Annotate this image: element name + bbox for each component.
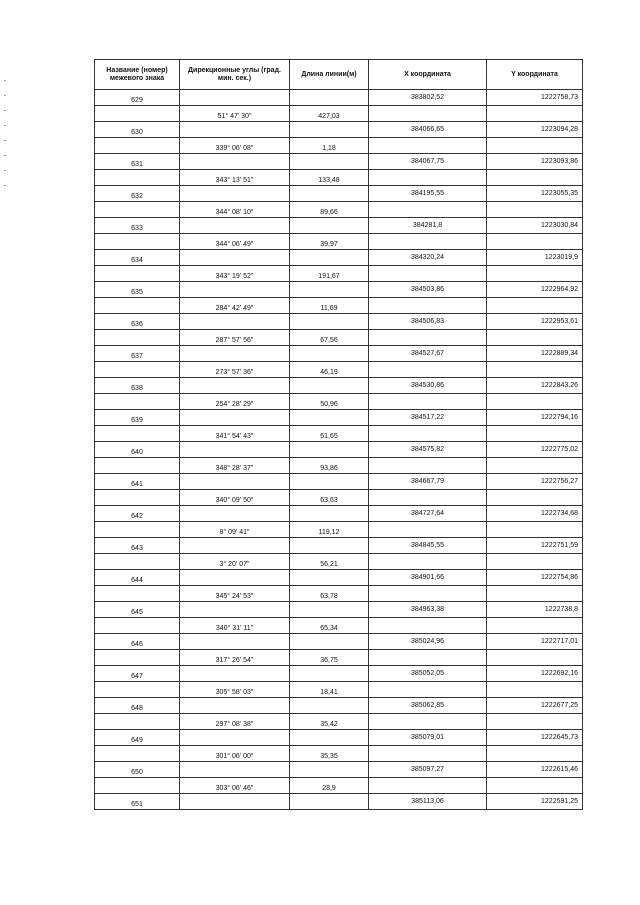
y-coordinate: 1222738,8 — [487, 602, 583, 618]
empty-cell — [290, 186, 369, 202]
point-row — [95, 378, 583, 394]
line-length: 191,67 — [290, 266, 369, 282]
point-name: 650 — [95, 762, 180, 778]
point-name: 637 — [95, 346, 180, 362]
direction-angle: 273° 57' 36" — [180, 362, 290, 378]
point-name: 643 — [95, 538, 180, 554]
x-coordinate: 384727,64 — [369, 506, 487, 522]
point-row — [95, 634, 583, 650]
empty-cell — [180, 250, 290, 266]
point-row — [95, 570, 583, 586]
line-length: 427,03 — [290, 106, 369, 122]
empty-cell — [180, 90, 290, 106]
empty-cell — [369, 778, 487, 794]
line-length: 35,42 — [290, 714, 369, 730]
empty-cell — [180, 218, 290, 234]
empty-cell — [369, 234, 487, 250]
x-coordinate: 385113,06 — [369, 794, 487, 810]
empty-cell — [180, 122, 290, 138]
segment-row — [95, 106, 583, 122]
empty-cell — [95, 650, 180, 666]
segment-row — [95, 234, 583, 250]
empty-cell — [290, 570, 369, 586]
binding-marks — [4, 80, 8, 240]
point-row — [95, 538, 583, 554]
y-coordinate: 1222953,61 — [487, 314, 583, 330]
segment-row — [95, 714, 583, 730]
empty-cell — [290, 730, 369, 746]
empty-cell — [180, 378, 290, 394]
empty-cell — [369, 554, 487, 570]
segment-row — [95, 426, 583, 442]
empty-cell — [95, 106, 180, 122]
line-length: 50,96 — [290, 394, 369, 410]
empty-cell — [180, 666, 290, 682]
x-coordinate: 385062,85 — [369, 698, 487, 714]
x-coordinate: 384517,22 — [369, 410, 487, 426]
point-name: 640 — [95, 442, 180, 458]
empty-cell — [369, 458, 487, 474]
header-length: Длина линии(м) — [290, 60, 369, 90]
empty-cell — [369, 202, 487, 218]
line-length: 61,65 — [290, 426, 369, 442]
line-length: 36,75 — [290, 650, 369, 666]
empty-cell — [180, 410, 290, 426]
line-length: 65,34 — [290, 618, 369, 634]
empty-cell — [95, 298, 180, 314]
y-coordinate: 1222615,46 — [487, 762, 583, 778]
empty-cell — [290, 634, 369, 650]
x-coordinate: 384530,86 — [369, 378, 487, 394]
segment-row — [95, 330, 583, 346]
empty-cell — [487, 170, 583, 186]
point-row — [95, 474, 583, 490]
point-row — [95, 442, 583, 458]
y-coordinate: 1222717,01 — [487, 634, 583, 650]
empty-cell — [487, 746, 583, 762]
empty-cell — [487, 234, 583, 250]
y-coordinate: 1222758,73 — [487, 90, 583, 106]
point-name: 649 — [95, 730, 180, 746]
point-name: 645 — [95, 602, 180, 618]
direction-angle: 8° 09' 41" — [180, 522, 290, 538]
direction-angle: 343° 19' 52" — [180, 266, 290, 282]
direction-angle: 297° 08' 38" — [180, 714, 290, 730]
empty-cell — [290, 538, 369, 554]
y-coordinate: 1223030,84 — [487, 218, 583, 234]
segment-row — [95, 682, 583, 698]
empty-cell — [290, 666, 369, 682]
header-name: Название (номер) межевого знака — [95, 60, 180, 90]
point-row — [95, 90, 583, 106]
empty-cell — [95, 394, 180, 410]
empty-cell — [290, 378, 369, 394]
empty-cell — [369, 138, 487, 154]
point-name: 651 — [95, 794, 180, 810]
y-coordinate: 1223093,86 — [487, 154, 583, 170]
empty-cell — [369, 106, 487, 122]
empty-cell — [95, 362, 180, 378]
empty-cell — [95, 458, 180, 474]
empty-cell — [180, 154, 290, 170]
point-row — [95, 186, 583, 202]
empty-cell — [95, 490, 180, 506]
segment-row — [95, 298, 583, 314]
empty-cell — [369, 714, 487, 730]
point-name: 629 — [95, 90, 180, 106]
direction-angle: 344° 06' 49" — [180, 234, 290, 250]
table-header-row — [95, 60, 583, 90]
x-coordinate: 384575,82 — [369, 442, 487, 458]
segment-row — [95, 394, 583, 410]
point-name: 644 — [95, 570, 180, 586]
segment-row — [95, 266, 583, 282]
empty-cell — [290, 314, 369, 330]
point-name: 647 — [95, 666, 180, 682]
point-name: 641 — [95, 474, 180, 490]
y-coordinate: 1222677,25 — [487, 698, 583, 714]
empty-cell — [290, 90, 369, 106]
direction-angle: 339° 06' 08" — [180, 138, 290, 154]
y-coordinate: 1222645,73 — [487, 730, 583, 746]
empty-cell — [487, 522, 583, 538]
empty-cell — [290, 410, 369, 426]
empty-cell — [369, 618, 487, 634]
y-coordinate: 1222964,92 — [487, 282, 583, 298]
segment-row — [95, 138, 583, 154]
header-x: X координата — [369, 60, 487, 90]
empty-cell — [290, 218, 369, 234]
empty-cell — [95, 202, 180, 218]
segment-row — [95, 618, 583, 634]
empty-cell — [487, 266, 583, 282]
empty-cell — [369, 362, 487, 378]
point-row — [95, 730, 583, 746]
empty-cell — [369, 682, 487, 698]
header-angle: Дирекционные углы (град. мин. сек.) — [180, 60, 290, 90]
point-name: 639 — [95, 410, 180, 426]
empty-cell — [290, 122, 369, 138]
empty-cell — [180, 698, 290, 714]
direction-angle: 317° 26' 54" — [180, 650, 290, 666]
segment-row — [95, 202, 583, 218]
line-length: 28,9 — [290, 778, 369, 794]
direction-angle: 344° 08' 10" — [180, 202, 290, 218]
point-row — [95, 698, 583, 714]
y-coordinate: 1222889,34 — [487, 346, 583, 362]
empty-cell — [290, 794, 369, 810]
line-length: 63,63 — [290, 490, 369, 506]
point-name: 632 — [95, 186, 180, 202]
direction-angle: 287° 57' 56" — [180, 330, 290, 346]
empty-cell — [95, 554, 180, 570]
table-body — [95, 90, 583, 810]
x-coordinate: 384067,75 — [369, 154, 487, 170]
direction-angle: 254° 28' 29" — [180, 394, 290, 410]
point-row — [95, 602, 583, 618]
direction-angle: 301° 06' 00" — [180, 746, 290, 762]
point-row — [95, 122, 583, 138]
empty-cell — [95, 586, 180, 602]
x-coordinate: 384503,86 — [369, 282, 487, 298]
line-length: 56,21 — [290, 554, 369, 570]
direction-angle: 340° 09' 50" — [180, 490, 290, 506]
point-name: 631 — [95, 154, 180, 170]
y-coordinate: 1223094,28 — [487, 122, 583, 138]
direction-angle: 345° 24' 53" — [180, 586, 290, 602]
empty-cell — [290, 474, 369, 490]
header-y: Y координата — [487, 60, 583, 90]
point-name: 642 — [95, 506, 180, 522]
segment-row — [95, 554, 583, 570]
empty-cell — [369, 586, 487, 602]
direction-angle: 284° 42' 49" — [180, 298, 290, 314]
line-length: 133,48 — [290, 170, 369, 186]
empty-cell — [95, 266, 180, 282]
point-name: 630 — [95, 122, 180, 138]
empty-cell — [487, 650, 583, 666]
x-coordinate: 384320,24 — [369, 250, 487, 266]
empty-cell — [290, 506, 369, 522]
direction-angle: 303° 06' 46" — [180, 778, 290, 794]
empty-cell — [487, 106, 583, 122]
x-coordinate: 384527,67 — [369, 346, 487, 362]
point-name: 634 — [95, 250, 180, 266]
point-row — [95, 410, 583, 426]
line-length: 1,18 — [290, 138, 369, 154]
y-coordinate: 1222843,26 — [487, 378, 583, 394]
line-length: 67,56 — [290, 330, 369, 346]
segment-row — [95, 458, 583, 474]
y-coordinate: 1222756,27 — [487, 474, 583, 490]
line-length: 46,19 — [290, 362, 369, 378]
empty-cell — [369, 746, 487, 762]
empty-cell — [180, 634, 290, 650]
point-row — [95, 762, 583, 778]
empty-cell — [95, 330, 180, 346]
point-row — [95, 794, 583, 810]
empty-cell — [180, 314, 290, 330]
empty-cell — [487, 714, 583, 730]
empty-cell — [95, 170, 180, 186]
empty-cell — [290, 698, 369, 714]
empty-cell — [95, 138, 180, 154]
segment-row — [95, 778, 583, 794]
y-coordinate: 1222734,68 — [487, 506, 583, 522]
empty-cell — [95, 682, 180, 698]
empty-cell — [180, 602, 290, 618]
direction-angle: 348° 28' 37" — [180, 458, 290, 474]
direction-angle: 51° 47' 30" — [180, 106, 290, 122]
empty-cell — [369, 170, 487, 186]
line-length: 18,41 — [290, 682, 369, 698]
empty-cell — [487, 778, 583, 794]
empty-cell — [369, 266, 487, 282]
empty-cell — [290, 442, 369, 458]
line-length: 119,12 — [290, 522, 369, 538]
x-coordinate: 384963,38 — [369, 602, 487, 618]
empty-cell — [369, 394, 487, 410]
line-length: 35,35 — [290, 746, 369, 762]
empty-cell — [487, 298, 583, 314]
y-coordinate: 1222794,16 — [487, 410, 583, 426]
empty-cell — [487, 458, 583, 474]
segment-row — [95, 746, 583, 762]
empty-cell — [487, 618, 583, 634]
empty-cell — [180, 762, 290, 778]
segment-row — [95, 170, 583, 186]
y-coordinate: 1222591,25 — [487, 794, 583, 810]
point-row — [95, 506, 583, 522]
x-coordinate: 384901,66 — [369, 570, 487, 586]
empty-cell — [95, 778, 180, 794]
x-coordinate: 385097,27 — [369, 762, 487, 778]
empty-cell — [487, 394, 583, 410]
line-length: 39,97 — [290, 234, 369, 250]
empty-cell — [487, 426, 583, 442]
empty-cell — [290, 762, 369, 778]
direction-angle: 343° 13' 51" — [180, 170, 290, 186]
y-coordinate: 1223019,9 — [487, 250, 583, 266]
empty-cell — [369, 522, 487, 538]
x-coordinate: 385079,01 — [369, 730, 487, 746]
y-coordinate: 1222692,16 — [487, 666, 583, 682]
x-coordinate: 384066,65 — [369, 122, 487, 138]
empty-cell — [95, 522, 180, 538]
y-coordinate: 1222775,02 — [487, 442, 583, 458]
empty-cell — [369, 650, 487, 666]
empty-cell — [369, 426, 487, 442]
empty-cell — [487, 202, 583, 218]
boundary-coordinates-table — [94, 59, 583, 810]
empty-cell — [290, 282, 369, 298]
direction-angle: 3° 20' 07" — [180, 554, 290, 570]
segment-row — [95, 490, 583, 506]
empty-cell — [180, 506, 290, 522]
empty-cell — [487, 586, 583, 602]
empty-cell — [180, 538, 290, 554]
line-length: 63,78 — [290, 586, 369, 602]
point-row — [95, 346, 583, 362]
empty-cell — [290, 602, 369, 618]
empty-cell — [180, 474, 290, 490]
point-row — [95, 666, 583, 682]
x-coordinate: 384667,79 — [369, 474, 487, 490]
point-row — [95, 154, 583, 170]
empty-cell — [180, 570, 290, 586]
line-length: 89,66 — [290, 202, 369, 218]
empty-cell — [290, 346, 369, 362]
point-row — [95, 314, 583, 330]
segment-row — [95, 522, 583, 538]
segment-row — [95, 650, 583, 666]
empty-cell — [487, 330, 583, 346]
direction-angle: 341° 54' 43" — [180, 426, 290, 442]
x-coordinate: 384845,55 — [369, 538, 487, 554]
empty-cell — [369, 490, 487, 506]
point-name: 638 — [95, 378, 180, 394]
x-coordinate: 384195,55 — [369, 186, 487, 202]
empty-cell — [290, 154, 369, 170]
empty-cell — [487, 362, 583, 378]
point-row — [95, 282, 583, 298]
point-row — [95, 250, 583, 266]
direction-angle: 340° 31' 11" — [180, 618, 290, 634]
empty-cell — [95, 426, 180, 442]
segment-row — [95, 586, 583, 602]
point-row — [95, 218, 583, 234]
empty-cell — [290, 250, 369, 266]
line-length: 93,86 — [290, 458, 369, 474]
point-name: 635 — [95, 282, 180, 298]
empty-cell — [180, 730, 290, 746]
empty-cell — [95, 714, 180, 730]
y-coordinate: 1222751,59 — [487, 538, 583, 554]
empty-cell — [180, 442, 290, 458]
empty-cell — [95, 618, 180, 634]
x-coordinate: 383802,52 — [369, 90, 487, 106]
empty-cell — [369, 298, 487, 314]
empty-cell — [180, 186, 290, 202]
empty-cell — [180, 346, 290, 362]
direction-angle: 305° 58' 03" — [180, 682, 290, 698]
empty-cell — [180, 794, 290, 810]
point-name: 633 — [95, 218, 180, 234]
empty-cell — [487, 554, 583, 570]
empty-cell — [95, 234, 180, 250]
empty-cell — [95, 746, 180, 762]
x-coordinate: 385024,96 — [369, 634, 487, 650]
y-coordinate: 1222754,86 — [487, 570, 583, 586]
empty-cell — [487, 682, 583, 698]
empty-cell — [180, 282, 290, 298]
point-name: 648 — [95, 698, 180, 714]
point-name: 646 — [95, 634, 180, 650]
y-coordinate: 1223055,35 — [487, 186, 583, 202]
point-name: 636 — [95, 314, 180, 330]
line-length: 11,69 — [290, 298, 369, 314]
empty-cell — [487, 138, 583, 154]
x-coordinate: 384506,83 — [369, 314, 487, 330]
empty-cell — [487, 490, 583, 506]
empty-cell — [369, 330, 487, 346]
segment-row — [95, 362, 583, 378]
x-coordinate: 385052,05 — [369, 666, 487, 682]
x-coordinate: 384281,8 — [369, 218, 487, 234]
